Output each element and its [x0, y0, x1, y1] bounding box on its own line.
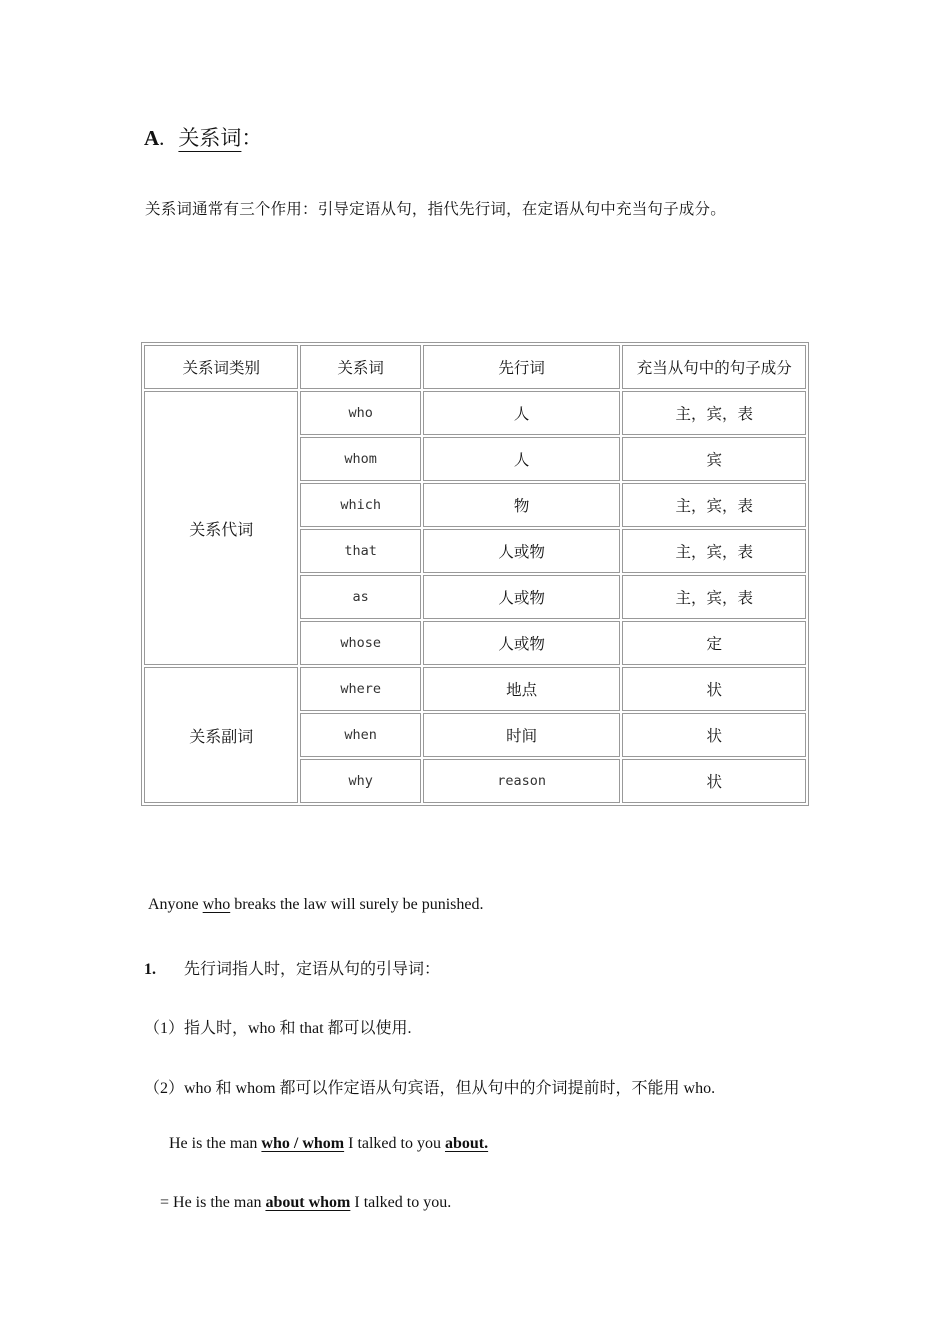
sentence-emphasis: about. — [444, 1135, 489, 1152]
section-heading — [144, 122, 262, 152]
antecedent-cell: 人或物 — [423, 529, 621, 573]
sentence-text: = He is the man — [160, 1194, 266, 1211]
example-sentence — [148, 896, 484, 914]
antecedent-cell: 人或物 — [423, 621, 621, 665]
category-cell: 关系副词 — [144, 667, 298, 803]
section-title: 先行词指人时，定语从句的引导词： — [184, 961, 441, 978]
section-1-heading — [144, 956, 440, 979]
role-cell: 状 — [622, 759, 806, 803]
example-relative-word: who — [202, 896, 231, 913]
word-cell: where — [300, 667, 420, 711]
word-cell: whose — [300, 621, 420, 665]
category-cell: 关系代词 — [144, 391, 298, 665]
sentence-text: I talked to you. — [350, 1194, 452, 1211]
example-text: Anyone — [148, 896, 203, 913]
antecedent-cell: 地点 — [423, 667, 621, 711]
role-cell: 定 — [622, 621, 806, 665]
role-cell: 主，宾，表 — [622, 483, 806, 527]
antecedent-cell: 人或物 — [423, 575, 621, 619]
word-cell: why — [300, 759, 420, 803]
word-cell: as — [300, 575, 420, 619]
word-cell: which — [300, 483, 420, 527]
relative-words-table — [141, 342, 809, 806]
antecedent-cell: 人 — [423, 391, 621, 435]
word-cell: that — [300, 529, 420, 573]
antecedent-cell: 人 — [423, 437, 621, 481]
section-number: 1. — [144, 961, 156, 978]
table-row — [144, 391, 806, 435]
point-1: （1）指人时，who 和 that 都可以使用. — [144, 1020, 412, 1037]
sentence-text: I talked to you — [344, 1135, 445, 1152]
heading-colon: ： — [241, 126, 263, 150]
role-cell: 宾 — [622, 437, 806, 481]
heading-separator: . — [159, 126, 165, 150]
word-cell: who — [300, 391, 420, 435]
role-cell: 状 — [622, 667, 806, 711]
role-cell: 主，宾，表 — [622, 391, 806, 435]
word-cell: when — [300, 713, 420, 757]
example-text: breaks the law will surely be punished. — [230, 896, 484, 913]
table-row — [144, 667, 806, 711]
sentence-emphasis: about whom — [265, 1194, 351, 1211]
sentence-text: He is the man — [169, 1135, 262, 1152]
role-cell: 状 — [622, 713, 806, 757]
role-cell: 主，宾，表 — [622, 529, 806, 573]
intro-paragraph: 关系词通常有三个作用：引导定语从句，指代先行词，在定语从句中充当句子成分。 — [145, 201, 726, 218]
header-cell: 充当从句中的句子成分 — [622, 345, 806, 389]
header-cell: 关系词 — [300, 345, 420, 389]
antecedent-cell: reason — [423, 759, 621, 803]
point-2: （2）who 和 whom 都可以作定语从句宾语，但从句中的介词提前时，不能用 who. — [144, 1080, 716, 1097]
antecedent-cell: 物 — [423, 483, 621, 527]
word-cell: whom — [300, 437, 420, 481]
role-cell: 主，宾，表 — [622, 575, 806, 619]
header-cell: 关系词类别 — [144, 345, 298, 389]
heading-title: 关系词 — [178, 126, 242, 150]
heading-letter: A — [144, 126, 160, 150]
sentence-emphasis: who / whom — [261, 1135, 345, 1152]
table-header-row — [144, 345, 806, 389]
example-sentence-1 — [169, 1135, 488, 1153]
antecedent-cell: 时间 — [423, 713, 621, 757]
header-cell: 先行词 — [423, 345, 621, 389]
example-sentence-2 — [160, 1194, 451, 1212]
